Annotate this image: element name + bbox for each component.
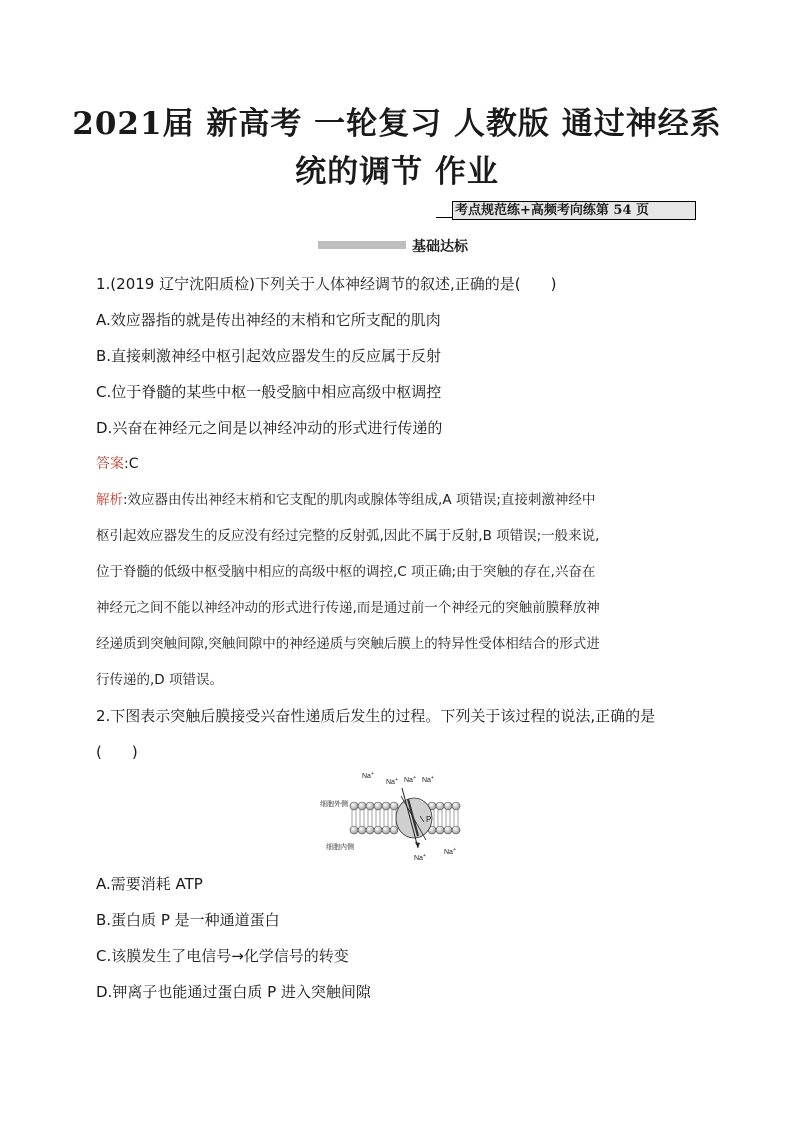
- q2-option-b: B.蛋白质 P 是一种通道蛋白: [96, 911, 280, 929]
- answer-value: :C: [124, 456, 139, 472]
- sodium-ion-6: Na+: [444, 847, 456, 856]
- answer-label: 答案: [96, 456, 124, 472]
- sodium-ion-2: Na+: [386, 777, 398, 786]
- membrane-diagram: [318, 766, 478, 866]
- sodium-ion-3: Na+: [404, 775, 416, 784]
- sodium-ion-5: Na+: [414, 853, 426, 862]
- q1-option-a: A.效应器指的就是传出神经的末梢和它所支配的肌肉: [96, 311, 441, 329]
- section-title: 基础达标: [412, 239, 468, 255]
- explanation-text: :效应器由传出神经末梢和它支配的肌肉或腺体等组成,A 项错误;直接刺激神经中: [123, 492, 596, 508]
- q2-stem-line-2: ( ): [96, 743, 138, 761]
- protein-label: P: [426, 815, 432, 824]
- q2-option-d: D.钾离子也能通过蛋白质 P 进入突触间隙: [96, 983, 371, 1001]
- q2-option-c: C.该膜发生了电信号→化学信号的转变: [96, 947, 349, 965]
- q1-option-c: C.位于脊髓的某些中枢一般受脑中相应高级中枢调控: [96, 383, 442, 401]
- sodium-ion-1: Na+: [362, 771, 374, 780]
- q1-answer: [96, 454, 139, 474]
- q1-explanation-line-1: [96, 490, 595, 510]
- label-outside: 细胞外侧: [320, 801, 348, 808]
- q1-explanation-line-6: 行传递的,D 项错误。: [96, 672, 223, 688]
- label-inside: 细胞内侧: [326, 844, 354, 851]
- q1-explanation-line-2: 枢引起效应器发生的反应没有经过完整的反射弧,因此不属于反射,B 项错误;一般来说,: [96, 528, 600, 544]
- sodium-ion-4: Na+: [422, 775, 434, 784]
- q1-option-b: B.直接刺激神经中枢引起效应器发生的反应属于反射: [96, 347, 442, 365]
- document-title: [60, 100, 734, 196]
- section-bar: [318, 241, 406, 249]
- q2-option-a: A.需要消耗 ATP: [96, 875, 203, 893]
- tag-underline: [436, 217, 452, 218]
- q1-explanation-line-5: 经递质到突触间隙,突触间隙中的神经递质与突触后膜上的特异性受体相结合的形式进: [96, 636, 600, 652]
- q2-stem-line-1: 2.下图表示突触后膜接受兴奋性递质后发生的过程。下列关于该过程的说法,正确的是: [96, 707, 656, 725]
- practice-tag: 考点规范练+高频考向练第 54 页: [452, 201, 696, 220]
- q1-option-d: D.兴奋在神经元之间是以神经冲动的形式进行传递的: [96, 419, 443, 437]
- q1-explanation-line-3: 位于脊髓的低级中枢受脑中相应的高级中枢的调控,C 项正确;由于突触的存在,兴奋在: [96, 564, 596, 580]
- title-line-2: 统的调节 作业: [295, 154, 499, 190]
- q1-stem: 1.(2019 辽宁沈阳质检)下列关于人体神经调节的叙述,正确的是( ): [96, 275, 557, 293]
- explanation-label: 解析: [96, 492, 123, 508]
- title-line-1: 2021届 新高考 一轮复习 人教版 通过神经系: [72, 106, 722, 142]
- q1-explanation-line-4: 神经元之间不能以神经冲动的形式进行传递,而是通过前一个神经元的突触前膜释放神: [96, 600, 600, 616]
